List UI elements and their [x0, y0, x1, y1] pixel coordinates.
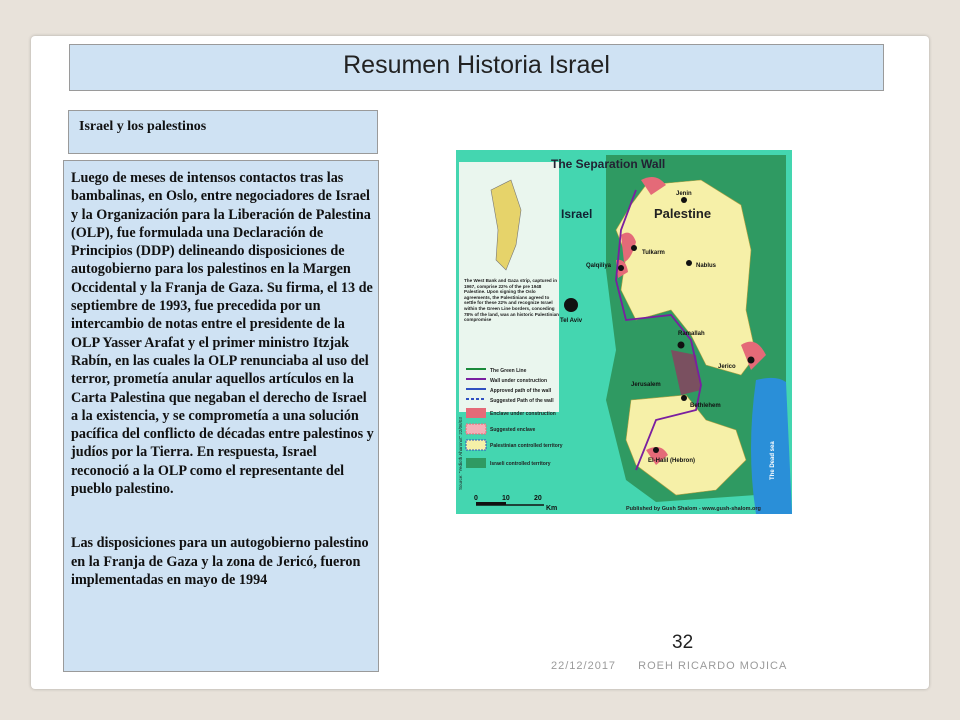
label-nablus: Nablus: [696, 263, 717, 269]
city-dot-jenin: [681, 197, 687, 203]
city-dot-qalqiliya: [618, 265, 624, 271]
label-tulkarm: Tulkarm: [642, 250, 665, 256]
legend-label-6: Palestinian controlled territory: [490, 443, 563, 449]
legend-palestinian-swatch: [466, 440, 486, 450]
legend-label-2: Approved path of the wall: [490, 388, 552, 394]
paragraph-autogobierno: Las disposiciones para un autogobierno palestino en la Franja de Gaza y la zona de Jericó, fueron implementadas en mayo de 1994: [71, 535, 369, 588]
label-palestine: Palestine: [654, 206, 712, 221]
footer: [551, 660, 787, 672]
scale-tick-10: 10: [502, 495, 510, 502]
legend-label-3: Suggested Path of the wall: [490, 398, 554, 404]
inset-note-wrap: [464, 278, 559, 358]
page-number: 32: [672, 632, 694, 653]
footer-date: 22/12/2017: [551, 660, 617, 672]
publisher-note: Published by Gush Shalom - www.gush-shalom.org: [626, 506, 761, 512]
label-israel: Israel: [561, 207, 593, 221]
label-jenin: Jenin: [676, 191, 692, 197]
label-hebron: El-Halil (Hebron): [648, 458, 696, 464]
label-dead-sea: The Dead sea: [770, 441, 776, 480]
city-dot-nablus: [686, 260, 692, 266]
scale-tick-0: 0: [474, 495, 478, 502]
city-dot-tulkarm: [631, 245, 637, 251]
city-dot-ramallah: [678, 342, 685, 349]
legend-label-5: Suggested enclave: [490, 427, 536, 433]
city-dot-bethlehem: [681, 395, 687, 401]
inset-note: The West Bank and Gaza strip, captured in 1967, comprise 22% of the pre 1948 Palestine. Upon signing the Oslo agreements, the Palestinians agreed to settle for these 22% and recognize Israel within the Green Line borders, conceding 78% of the land, was an historic Palestinian compromise: [464, 278, 559, 323]
label-bethlehem: Bethlehem: [690, 403, 721, 409]
legend-israeli-swatch: [466, 458, 486, 468]
map-title: The Separation Wall: [551, 157, 666, 171]
city-dot-hebron: [653, 447, 659, 453]
label-jerusalem: Jerusalem: [631, 382, 661, 388]
slide-subtitle: Israel y los palestinos: [79, 119, 207, 134]
body-text-box: [63, 160, 379, 672]
paragraph-oslo: Luego de meses de intensos contactos tras las bambalinas, en Oslo, entre negociadores de Israel y la Organización para la Liberación de Palestina (OLP), fue formulada una Declaración de Principios (DDP) delineando disposiciones de autogobierno para los palestinos en la Margen Occidental y la Franja de Gaza. Su firma, el 13 de septiembre de 1993, fue precedida por un intercambio de notas entre el presidente de la OLP Yasser Arafat y el primer ministro Itzjak Rabín, en las cuales la OLP renunciaba al uso del terror, prometía anular aquellos artículos en la Carta Palestina que negaban el derecho de Israel a la existencia, y se comprometía a una solución pacífica del conflicto de décadas entre palestinos y judíos por la Tierra. En respuesta, Israel reconoció a la OLP como el representante del pueblo palestino.: [71, 170, 374, 498]
footer-author: ROEH RICARDO MOJICA: [638, 660, 788, 672]
slide-title: Resumen Historia Israel: [343, 51, 610, 79]
label-jerico: Jerico: [718, 364, 736, 370]
scale-tick-20: 20: [534, 495, 542, 502]
legend-label-4: Enclave under construction: [490, 411, 556, 417]
city-dot-tel-aviv: [564, 298, 578, 312]
legend-label-0: The Green Line: [490, 368, 527, 374]
label-qalqiliya: Qalqiliya: [586, 263, 612, 269]
label-tel-aviv: Tel Aviv: [560, 318, 583, 324]
title-box: [69, 44, 884, 91]
legend-enclave-swatch: [466, 408, 486, 418]
label-ramallah: Ramallah: [678, 331, 705, 337]
source-note: Source: "Yedioth Aharonot" 22/06/03: [458, 417, 463, 490]
scale-bar-fill: [476, 502, 506, 505]
city-dot-jerico: [748, 357, 755, 364]
legend-label-7: Israeli controlled territory: [490, 461, 551, 467]
scale-unit: Km: [546, 505, 558, 512]
subtitle-box: [68, 110, 378, 154]
legend-suggested-enclave-swatch: [466, 424, 486, 434]
legend-label-1: Wall under construction: [490, 378, 548, 384]
map-svg: [456, 150, 792, 514]
separation-wall-map: [456, 150, 792, 514]
